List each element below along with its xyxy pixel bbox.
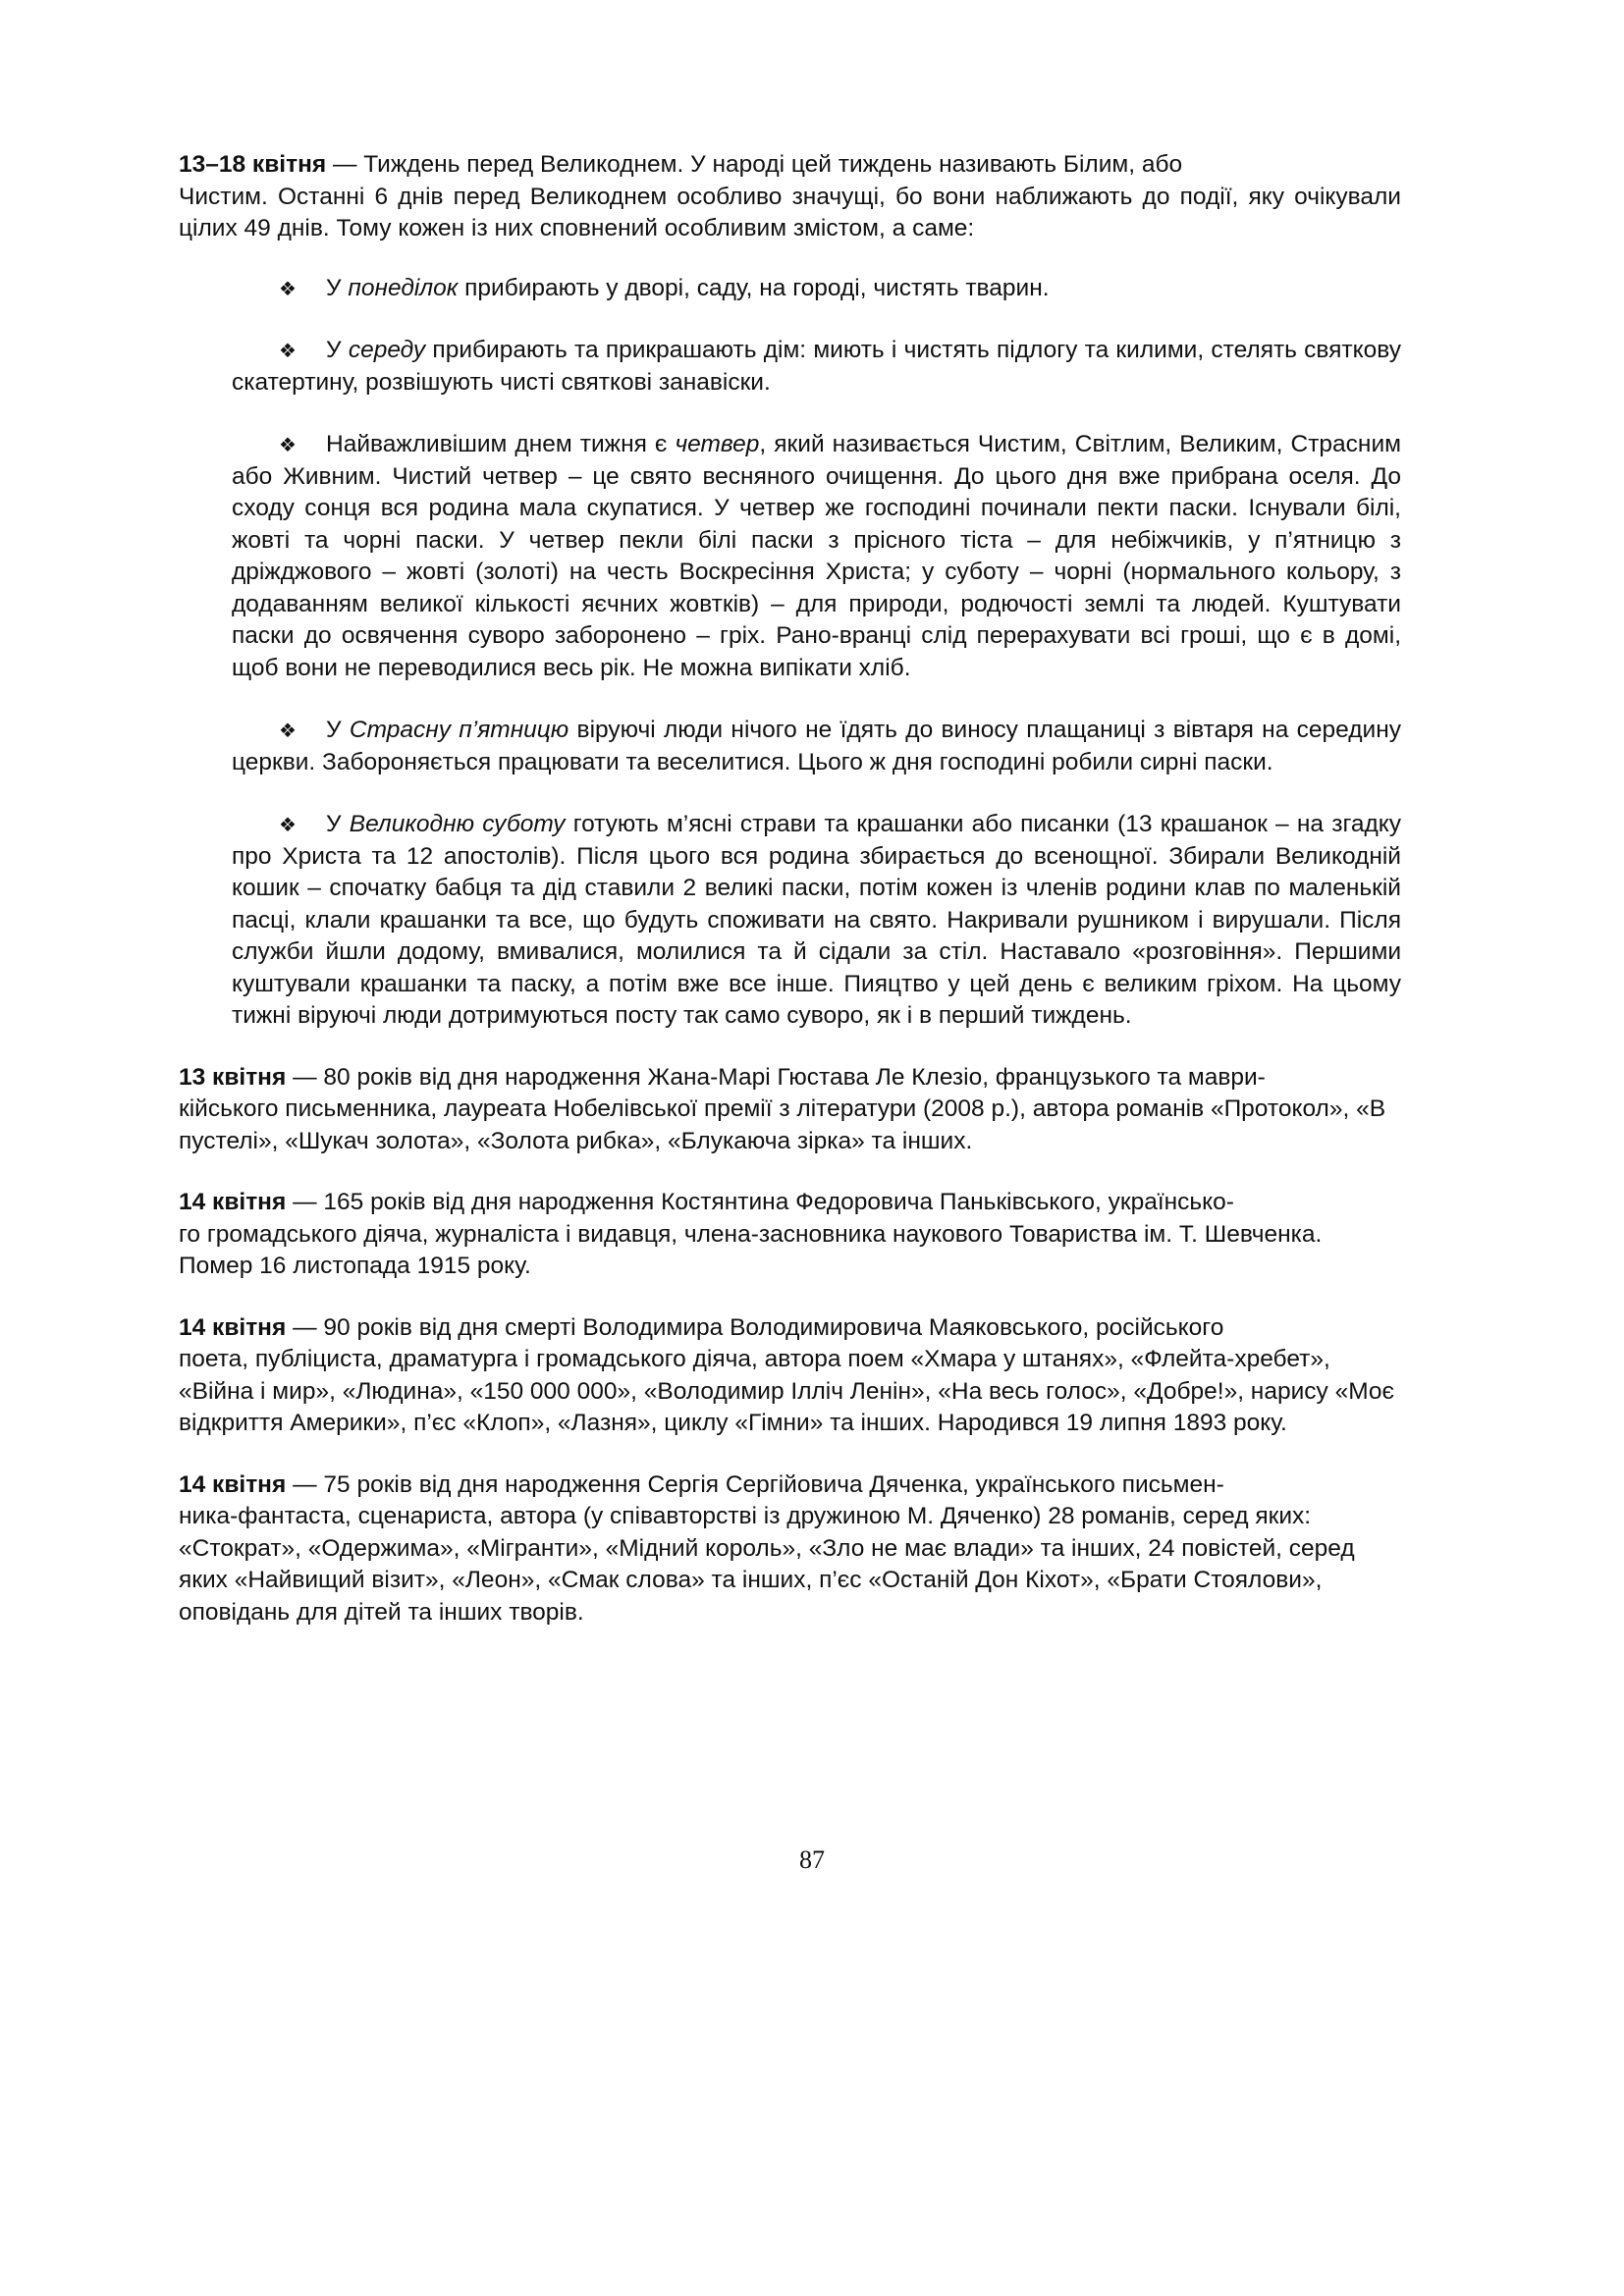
- list-item: [232, 809, 1401, 1033]
- holy-week-days-list: [179, 273, 1401, 1033]
- bullet-text: готують м’ясні страви та крашанки або писанки (13 крашанок – на згадку про Христа та 12 апостолів). Після цього вся родина збирається до всенощної. Збирали Великодній кошик – спочатку бабця та дід ставили 2 великі паски, потім кожен із членів родини клав по маленькій пасці, клали крашанки та все, що будуть споживати на свято. Накривали рушником і вирушали. Після служби йшли додому, вмивалися, молилися та й сідали за стіл. Наставало «розговіння». Першими куштували крашанки та паску, а потім вже все інше. Пияцтво у цей день є великим гріхом. На цьому тижні віруючі люди дотримуються посту так само суворо, як і в перший тиждень.: [232, 811, 1402, 1029]
- bullet-emphasis: середу: [348, 337, 426, 363]
- entry-date: 14 квітня: [179, 1470, 287, 1498]
- entry-date: 14 квітня: [179, 1189, 287, 1215]
- bullet-emphasis: Великодню суботу: [349, 811, 566, 837]
- entry-text: — Тиждень перед Великоднем. У народі цей тиждень називають Білим, або: [326, 151, 1183, 178]
- entry-first-line: [179, 1062, 1401, 1095]
- entry-mayakovsky: [179, 1312, 1401, 1440]
- bullet-text: віруючі люди нічого не їдять до виносу плащаниці з вівтаря на середину церкви. Забороняється працювати та веселитися. Цього ж дня господині робили сирні паски.: [232, 717, 1401, 775]
- entry-text-cont: поета, публіциста, драматурга і громадського діяча, автора поем «Хмара у штанях», «Флейта-хребет», «Війна і мир», «Людина», «150 000 000», «Володимир Ілліч Ленін», «На весь голос», «Добре!», нарису «Моє відкриття Америки», п’єс «Клоп», «Лазня», циклу «Гімни» та інших. Народився 19 липня 1893 року.: [179, 1346, 1395, 1436]
- list-item: [232, 335, 1401, 399]
- bullet-text: У: [326, 717, 350, 743]
- bullet-text: прибирають у дворі, саду, на городі, чистять тварин.: [458, 274, 1050, 301]
- entry-text: — 90 років від дня смерті Володимира Володимировича Маяковського, російського: [286, 1313, 1224, 1341]
- entry-text-cont: кійського письменника, лауреата Нобелівської премії з літератури (2008 р.), автора романів «Протокол», «В пустелі», «Шукач золота», «Золота рибка», «Блукаюча зірка» та інших.: [179, 1095, 1386, 1154]
- list-item: [232, 273, 1401, 305]
- page-number: 87: [799, 1845, 825, 1874]
- entry-holy-week-continuation: [179, 182, 1401, 245]
- entry-text-cont: Чистим. Останні 6 днів перед Великоднем особливо значущі, бо вони наближають до події, яку очікували цілих 49 днів. Тому кожен із них сповнений особливим змістом, а саме:: [179, 183, 1401, 241]
- entry-dyachenko: [179, 1469, 1401, 1629]
- bullet-text: У: [326, 811, 350, 837]
- bullet-text: Найважливішим днем тижня є: [326, 431, 676, 457]
- entry-date: 13 квітня: [179, 1063, 287, 1091]
- list-item: [232, 715, 1401, 778]
- entry-first-line: [179, 1187, 1401, 1219]
- diamond-bullet-icon: ❖: [279, 813, 297, 836]
- diamond-bullet-icon: ❖: [279, 276, 297, 300]
- entry-pankivsky: [179, 1187, 1401, 1283]
- bullet-emphasis: Страсну п’ятницю: [349, 717, 569, 743]
- diamond-bullet-icon: ❖: [279, 339, 297, 362]
- entry-holy-week-first-line: [179, 149, 1401, 182]
- diamond-bullet-icon: ❖: [279, 433, 297, 456]
- entry-text-cont: ника-фантаста, сценариста, автора (у співавторстві із дружиною М. Дяченко) 28 романів, серед яких: «Стократ», «Одержима», «Мігранти», «Мідний король», «Зло не має влади» та інших, 24 повістей, серед яких «Найвищий візит», «Леон», «Смак слова» та інших, п’єс «Останій Дон Кіхот», «Брати Стоялови», оповідань для дітей та інших творів.: [179, 1503, 1355, 1626]
- entry-date: 14 квітня: [179, 1313, 287, 1341]
- bullet-text: У: [326, 337, 349, 363]
- page-content: [179, 149, 1401, 1658]
- entry-first-line: [179, 1469, 1401, 1502]
- bullet-emphasis: четвер: [675, 431, 760, 457]
- bullet-text: У: [326, 274, 349, 301]
- entry-text: — 80 років від дня народження Жана-Марі Гюстава Ле Клезіо, французького та маври-: [286, 1063, 1266, 1091]
- bullet-text: прибирають та прикрашають дім: миють і чистять підлогу та килими, стелять святкову скатертину, розвішують чисті святкові занавіски.: [232, 337, 1402, 396]
- bullet-emphasis: понеділок: [348, 274, 459, 301]
- bullet-text: , який називається Чистим, Світлим, Великим, Страсним або Живним. Чистий четвер – це свято весняного очищення. До цього дня вже прибрана оселя. До сходу сонця вся родина мала скупатися. У четвер же господині починали пекти паски. Існували білі, жовті та чорні паски. У четвер пекли білі паски з прісного тіста – для небіжчиків, у п’ятницю з дріжджового – жовті (золоті) на честь Воскресіння Христа; у суботу – чорні (нормального кольору, з додаванням великої кількості яєчних жовтків) – для природи, родючості землі та людей. Куштувати паски до освячення суворо заборонено – гріх. Рано-вранці слід перерахувати всі гроші, що є в домі, щоб вони не переводилися весь рік. Не можна випікати хліб.: [232, 431, 1401, 681]
- entry-holy-week: [179, 149, 1401, 1033]
- entry-text: — 75 років від дня народження Сергія Сергійовича Дяченка, українського письмен-: [286, 1470, 1224, 1498]
- diamond-bullet-icon: ❖: [279, 719, 297, 742]
- entry-text: — 165 років від дня народження Костянтина Федоровича Паньківського, українсько-: [286, 1189, 1234, 1215]
- entry-date: 13–18 квітня: [179, 151, 327, 178]
- list-item: [232, 429, 1401, 684]
- entry-text-cont: го громадського діяча, журналіста і видавця, члена-засновника наукового Товариства ім. Т. Шевченка. Помер 16 листопада 1915 року.: [179, 1220, 1323, 1279]
- entry-le-clezio: [179, 1062, 1401, 1158]
- entry-first-line: [179, 1312, 1401, 1345]
